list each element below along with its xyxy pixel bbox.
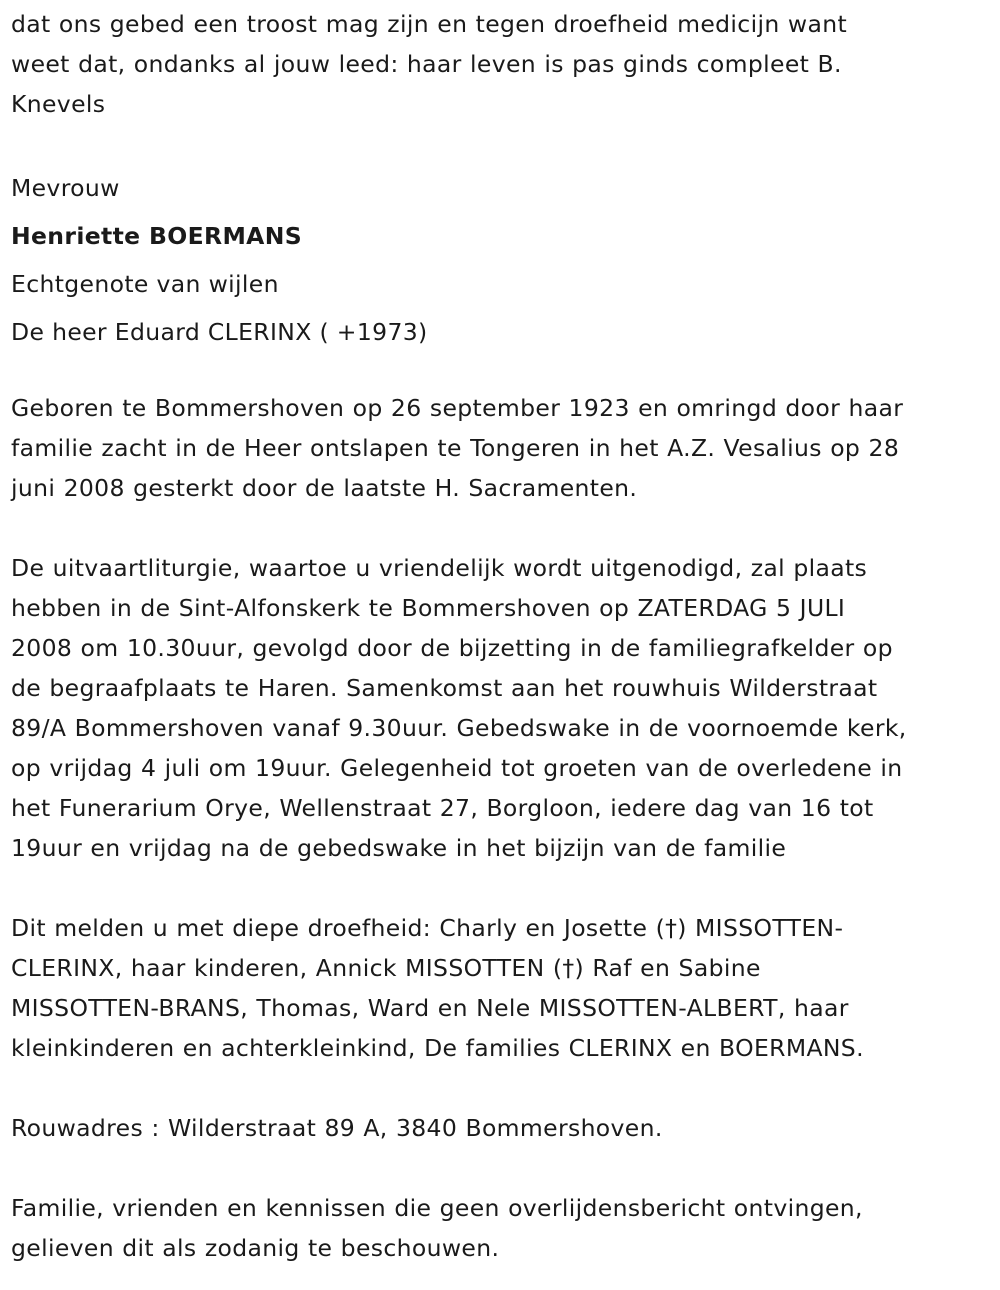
funeral-line: 19uur en vrijdag na de gebedswake in het bijzijn van de familie (11, 834, 787, 862)
funeral-line: hebben in de Sint-Alfonskerk te Bommershoven op ZATERDAG 5 JULI (11, 594, 846, 622)
deceased-spouse: De heer Eduard CLERINX ( +1973) (11, 318, 428, 346)
announcement-line: CLERINX, haar kinderen, Annick MISSOTTEN (†) Raf en Sabine (11, 954, 761, 982)
funeral-line: 2008 om 10.30uur, gevolgd door de bijzetting in de familiegrafkelder op (11, 634, 893, 662)
funeral-paragraph (11, 548, 1000, 868)
intro-line: weet dat, ondanks al jouw leed: haar leven is pas ginds compleet B. (11, 50, 842, 78)
intro-line: Knevels (11, 90, 106, 118)
address-paragraph (11, 1108, 1000, 1148)
funeral-line: De uitvaartliturgie, waartoe u vriendelijk wordt uitgenodigd, zal plaats (11, 554, 868, 582)
deceased-name: Henriette BOERMANS (11, 222, 303, 250)
birth-death-line: Geboren te Bommershoven op 26 september 1923 en omringd door haar (11, 394, 904, 422)
birth-death-line: juni 2008 gesterkt door de laatste H. Sacramenten. (11, 474, 638, 502)
funeral-line: het Funerarium Orye, Wellenstraat 27, Borgloon, iedere dag van 16 tot (11, 794, 874, 822)
funeral-line: 89/A Bommershoven vanaf 9.30uur. Gebedswake in de voornoemde kerk, (11, 714, 907, 742)
announcement-line: MISSOTTEN-BRANS, Thomas, Ward en Nele MISSOTTEN-ALBERT, haar (11, 994, 849, 1022)
announcement-line: Dit melden u met diepe droefheid: Charly en Josette (†) MISSOTTEN- (11, 914, 844, 942)
closing-line: Familie, vrienden en kennissen die geen overlijdensbericht ontvingen, (11, 1194, 863, 1222)
deceased-title: Mevrouw (11, 174, 120, 202)
address-line: Rouwadres : Wilderstraat 89 A, 3840 Bommershoven. (11, 1114, 663, 1142)
intro-line: dat ons gebed een troost mag zijn en tegen droefheid medicijn want (11, 10, 848, 38)
closing-line: gelieven dit als zodanig te beschouwen. (11, 1234, 500, 1262)
deceased-relation: Echtgenote van wijlen (11, 270, 279, 298)
announcement-paragraph (11, 908, 1000, 1068)
birth-death-line: familie zacht in de Heer ontslapen te Tongeren in het A.Z. Vesalius op 28 (11, 434, 900, 462)
obituary-document (0, 4, 1000, 1290)
birth-death-paragraph (11, 388, 1000, 508)
announcement-line: kleinkinderen en achterkleinkind, De families CLERINX en BOERMANS. (11, 1034, 864, 1062)
funeral-line: op vrijdag 4 juli om 19uur. Gelegenheid tot groeten van de overledene in (11, 754, 903, 782)
closing-paragraph (11, 1188, 1000, 1268)
deceased-block (11, 164, 1000, 356)
funeral-line: de begraafplaats te Haren. Samenkomst aan het rouwhuis Wilderstraat (11, 674, 878, 702)
intro-poem (11, 4, 1000, 124)
